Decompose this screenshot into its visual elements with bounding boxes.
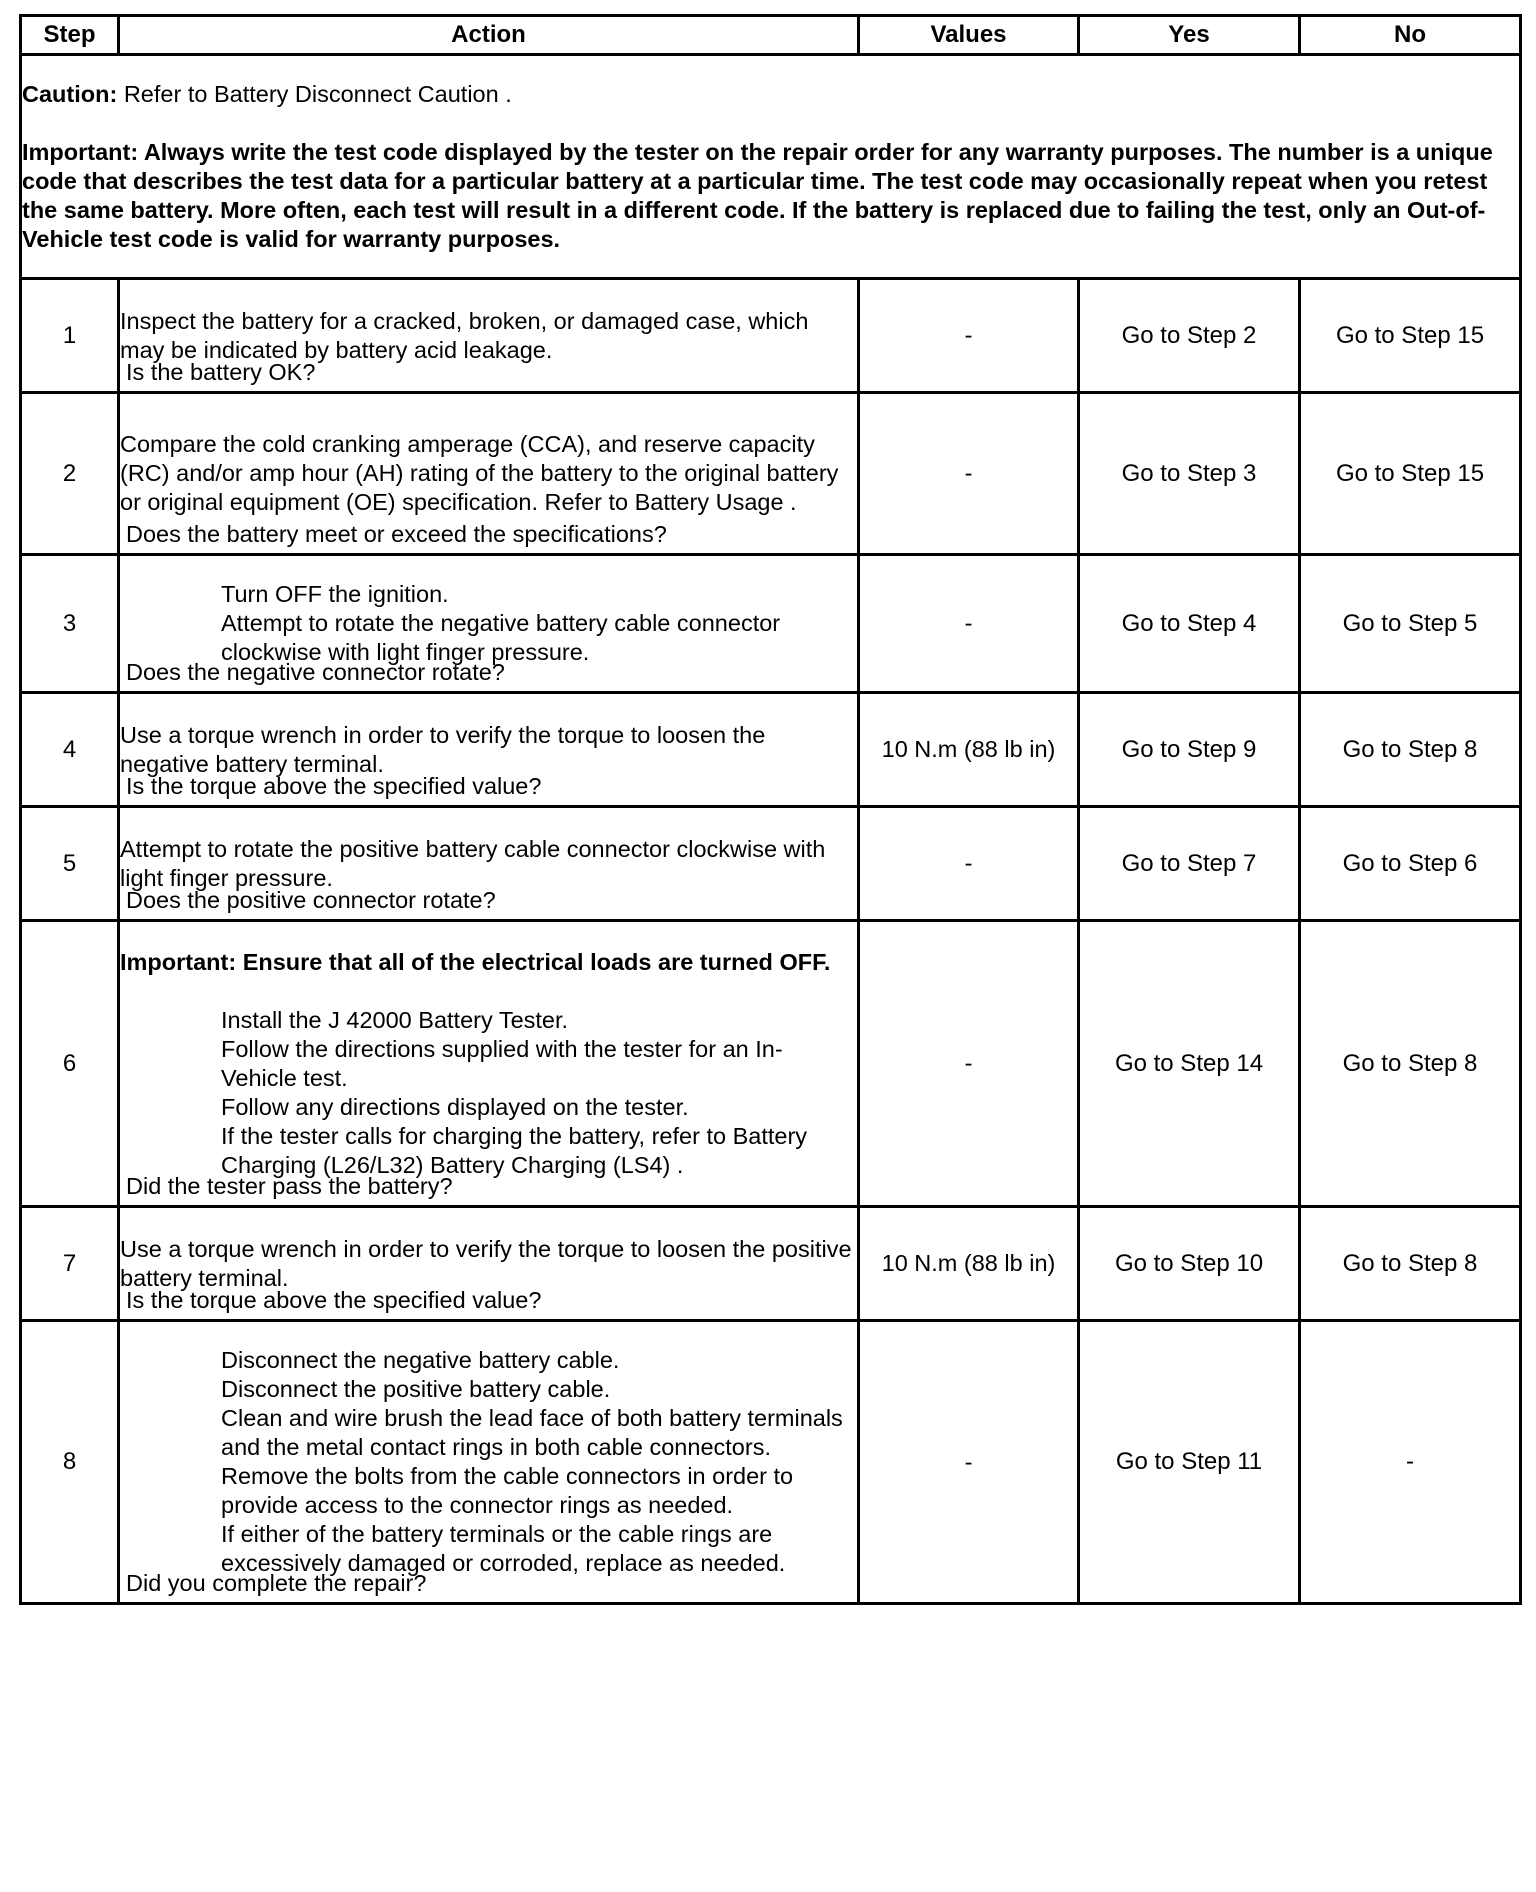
step-no-result: Go to Step 8 [1300, 1207, 1521, 1321]
step-no-result: Go to Step 15 [1300, 393, 1521, 555]
step-action [119, 1321, 859, 1604]
step-important-note: Important: Ensure that all of the electrical loads are turned OFF. [120, 948, 831, 975]
step-yes-result: Go to Step 9 [1079, 693, 1300, 807]
step-substep: Install the J 42000 Battery Tester. [221, 1006, 569, 1033]
step-no-result: Go to Step 8 [1300, 921, 1521, 1207]
step-yes-result: Go to Step 3 [1079, 393, 1300, 555]
step-question: Did you complete the repair? [126, 1570, 427, 1596]
important-note [22, 138, 1519, 254]
step-substep: Clean and wire brush the lead face of both battery terminals and the metal contact rings in both cable connectors. [221, 1405, 843, 1460]
step-substep: Turn OFF the ignition. [221, 581, 449, 607]
step-question: Does the positive connector rotate? [126, 887, 496, 913]
step-yes-result: Go to Step 4 [1079, 555, 1300, 693]
step-question: Is the torque above the specified value? [126, 773, 542, 799]
step-action [119, 1207, 859, 1321]
table-row [21, 393, 1521, 555]
table-row [21, 1207, 1521, 1321]
step-number: 1 [21, 279, 119, 393]
step-no-result: Go to Step 5 [1300, 555, 1521, 693]
step-question: Is the battery OK? [126, 359, 316, 385]
step-instruction: Inspect the battery for a cracked, broken, or damaged case, which may be indicated by battery acid leakage. [120, 307, 809, 363]
diagnostic-table-container [19, 14, 1519, 1605]
caution-label: Caution: [22, 80, 118, 107]
step-number: 3 [21, 555, 119, 693]
step-action [119, 921, 859, 1207]
table-row [21, 1321, 1521, 1604]
step-yes-result: Go to Step 7 [1079, 807, 1300, 921]
step-no-result: - [1300, 1321, 1521, 1604]
step-value: - [859, 807, 1079, 921]
table-row [21, 555, 1521, 693]
step-number: 5 [21, 807, 119, 921]
step-instruction: Use a torque wrench in order to verify the torque to loosen the negative battery terminal. [120, 721, 766, 777]
step-substep: Remove the bolts from the cable connectors in order to provide access to the connector rings as needed. [221, 1463, 794, 1518]
header-step: Step [21, 16, 119, 55]
step-substep: If the tester calls for charging the battery, refer to Battery Charging (L26/L32) Battery Charging (LS4) . [221, 1122, 808, 1178]
table-row [21, 921, 1521, 1207]
step-value: - [859, 1321, 1079, 1604]
step-substep: Follow the directions supplied with the tester for an In-Vehicle test. [221, 1035, 783, 1091]
step-action [119, 807, 859, 921]
table-header-row [21, 16, 1521, 55]
step-yes-result: Go to Step 11 [1079, 1321, 1300, 1604]
step-action [119, 279, 859, 393]
table-row [21, 807, 1521, 921]
header-no: No [1300, 16, 1521, 55]
step-action [119, 555, 859, 693]
step-number: 8 [21, 1321, 119, 1604]
step-instruction: Attempt to rotate the positive battery cable connector clockwise with light finger pressure. [120, 835, 826, 891]
step-question: Does the battery meet or exceed the specifications? [126, 521, 667, 547]
step-substep: If either of the battery terminals or the cable rings are excessively damaged or corroded, replace as needed. [221, 1521, 786, 1576]
header-values: Values [859, 16, 1079, 55]
intro-cell [21, 55, 1521, 279]
step-substep: Disconnect the negative battery cable. [221, 1347, 620, 1373]
step-yes-result: Go to Step 14 [1079, 921, 1300, 1207]
step-number: 4 [21, 693, 119, 807]
step-substep: Follow any directions displayed on the tester. [221, 1093, 689, 1120]
step-number: 6 [21, 921, 119, 1207]
diagnostic-table [19, 14, 1522, 1605]
step-substep: Attempt to rotate the negative battery cable connector clockwise with light finger pressure. [221, 610, 781, 665]
step-instruction: Compare the cold cranking amperage (CCA), and reserve capacity (RC) and/or amp hour (AH) rating of the battery to the original battery or original equipment (OE) specification. Refer to Battery Usage . [120, 431, 839, 515]
header-yes: Yes [1079, 16, 1300, 55]
table-row [21, 279, 1521, 393]
important-text: Important: Always write the test code displayed by the tester on the repair order for any warranty purposes. The number is a unique code that describes the test data for a particular battery at a particular time. The test code may occasionally repeat when you retest the same battery. More often, each test will result in a different code. If the battery is replaced due to failing the test, only an Out-of-Vehicle test code is valid for warranty purposes. [22, 138, 1493, 252]
step-question: Did the tester pass the battery? [126, 1173, 453, 1199]
step-no-result: Go to Step 6 [1300, 807, 1521, 921]
caution-text: Refer to Battery Disconnect Caution . [117, 80, 512, 107]
step-action [119, 693, 859, 807]
step-action [119, 393, 859, 555]
step-number: 2 [21, 393, 119, 555]
table-row [21, 693, 1521, 807]
intro-row [21, 55, 1521, 279]
header-action: Action [119, 16, 859, 55]
step-value: - [859, 921, 1079, 1207]
step-no-result: Go to Step 8 [1300, 693, 1521, 807]
step-value: - [859, 393, 1079, 555]
step-value: - [859, 279, 1079, 393]
step-value: - [859, 555, 1079, 693]
step-instruction: Use a torque wrench in order to verify the torque to loosen the positive battery terminal. [120, 1235, 852, 1291]
step-yes-result: Go to Step 2 [1079, 279, 1300, 393]
step-value: 10 N.m (88 lb in) [859, 1207, 1079, 1321]
step-value: 10 N.m (88 lb in) [859, 693, 1079, 807]
step-yes-result: Go to Step 10 [1079, 1207, 1300, 1321]
step-question: Is the torque above the specified value? [126, 1287, 542, 1313]
step-substep: Disconnect the positive battery cable. [221, 1376, 611, 1402]
step-no-result: Go to Step 15 [1300, 279, 1521, 393]
step-number: 7 [21, 1207, 119, 1321]
step-question: Does the negative connector rotate? [126, 659, 505, 685]
caution-note [22, 80, 1519, 109]
